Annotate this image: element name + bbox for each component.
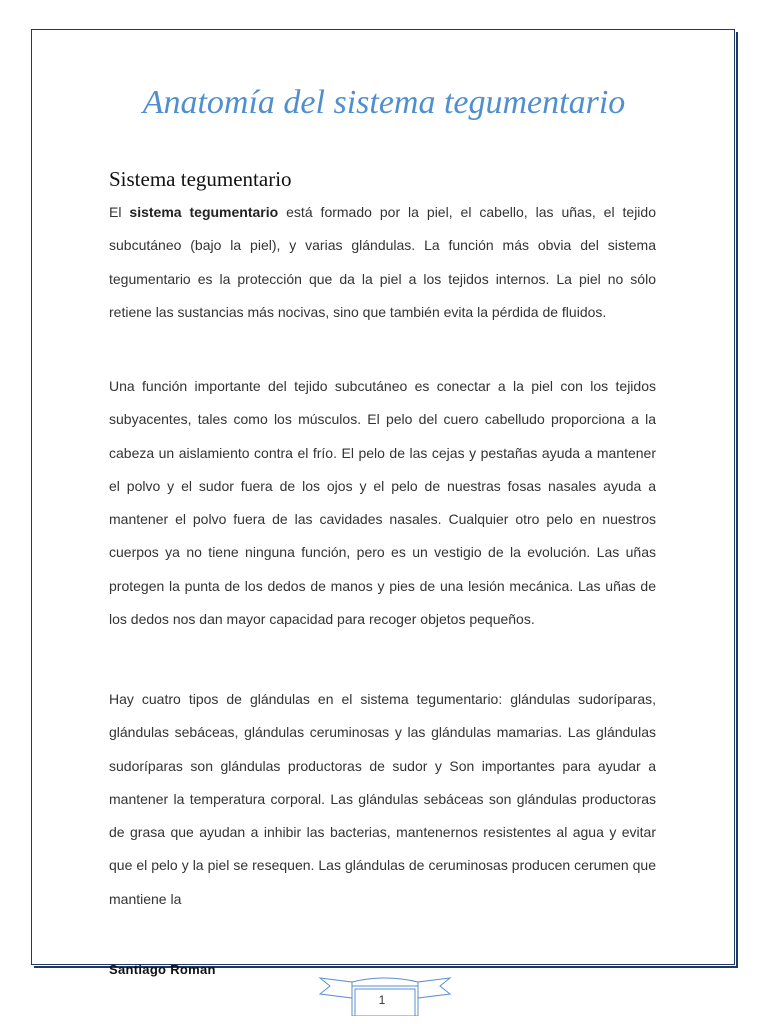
paragraph-1-lead: El (109, 204, 130, 220)
paragraph-1 (109, 196, 656, 329)
footer-author: Santiago Roman (109, 962, 216, 977)
paragraph-3: Hay cuatro tipos de glándulas en el sistema tegumentario: glándulas sudoríparas, glándulas sebáceas, glándulas ceruminosas y las glándulas mamarias. Las glándulas sudoríparas son glándulas productoras de sudor y Son importantes para ayudar a mantener la temperatura corporal. Las glándulas sebáceas son glándulas productoras de grasa que ayudan a inhibir las bacterias, mantenernos resistentes al agua y evitar que el pelo y la piel se resequen. Las glándulas de ceruminosas producen cerumen que mantiene la (109, 691, 656, 907)
paragraph-2: Una función importante del tejido subcutáneo es conectar a la piel con los tejidos subyacentes, tales como los músculos. El pelo del cuero cabelludo proporciona a la cabeza un aislamiento contra el frío. El pelo de las cejas y pestañas ayuda a mantener el polvo y el sudor fuera de los ojos y el pelo de nuestras fosas nasales ayuda a mantener el polvo fuera de las cavidades nasales. Cualquier otro pelo en nuestros cuerpos ya no tiene ninguna función, pero es un vestigio de la evolución. Las uñas protegen la punta de los dedos de manos y pies de una lesión mecánica. Las uñas de los dedos nos dan mayor capacidad para recoger objetos pequeños. (109, 378, 656, 628)
document-title: Anatomía del sistema tegumentario (142, 84, 626, 121)
paragraph-1-rest: está formado por la piel, el cabello, las uñas, el tejido subcutáneo (bajo la piel), y varias glándulas. La función más obvia del sistema tegumentario es la protección que da la piel a los tejidos internos. La piel no sólo retiene las sustancias más nocivas, sino que también evita la pérdida de fluidos. (109, 204, 656, 320)
page-number: 1 (378, 993, 386, 1007)
paragraph-1-bold-term: sistema tegumentario (129, 204, 279, 220)
section-heading: Sistema tegumentario (109, 167, 292, 191)
